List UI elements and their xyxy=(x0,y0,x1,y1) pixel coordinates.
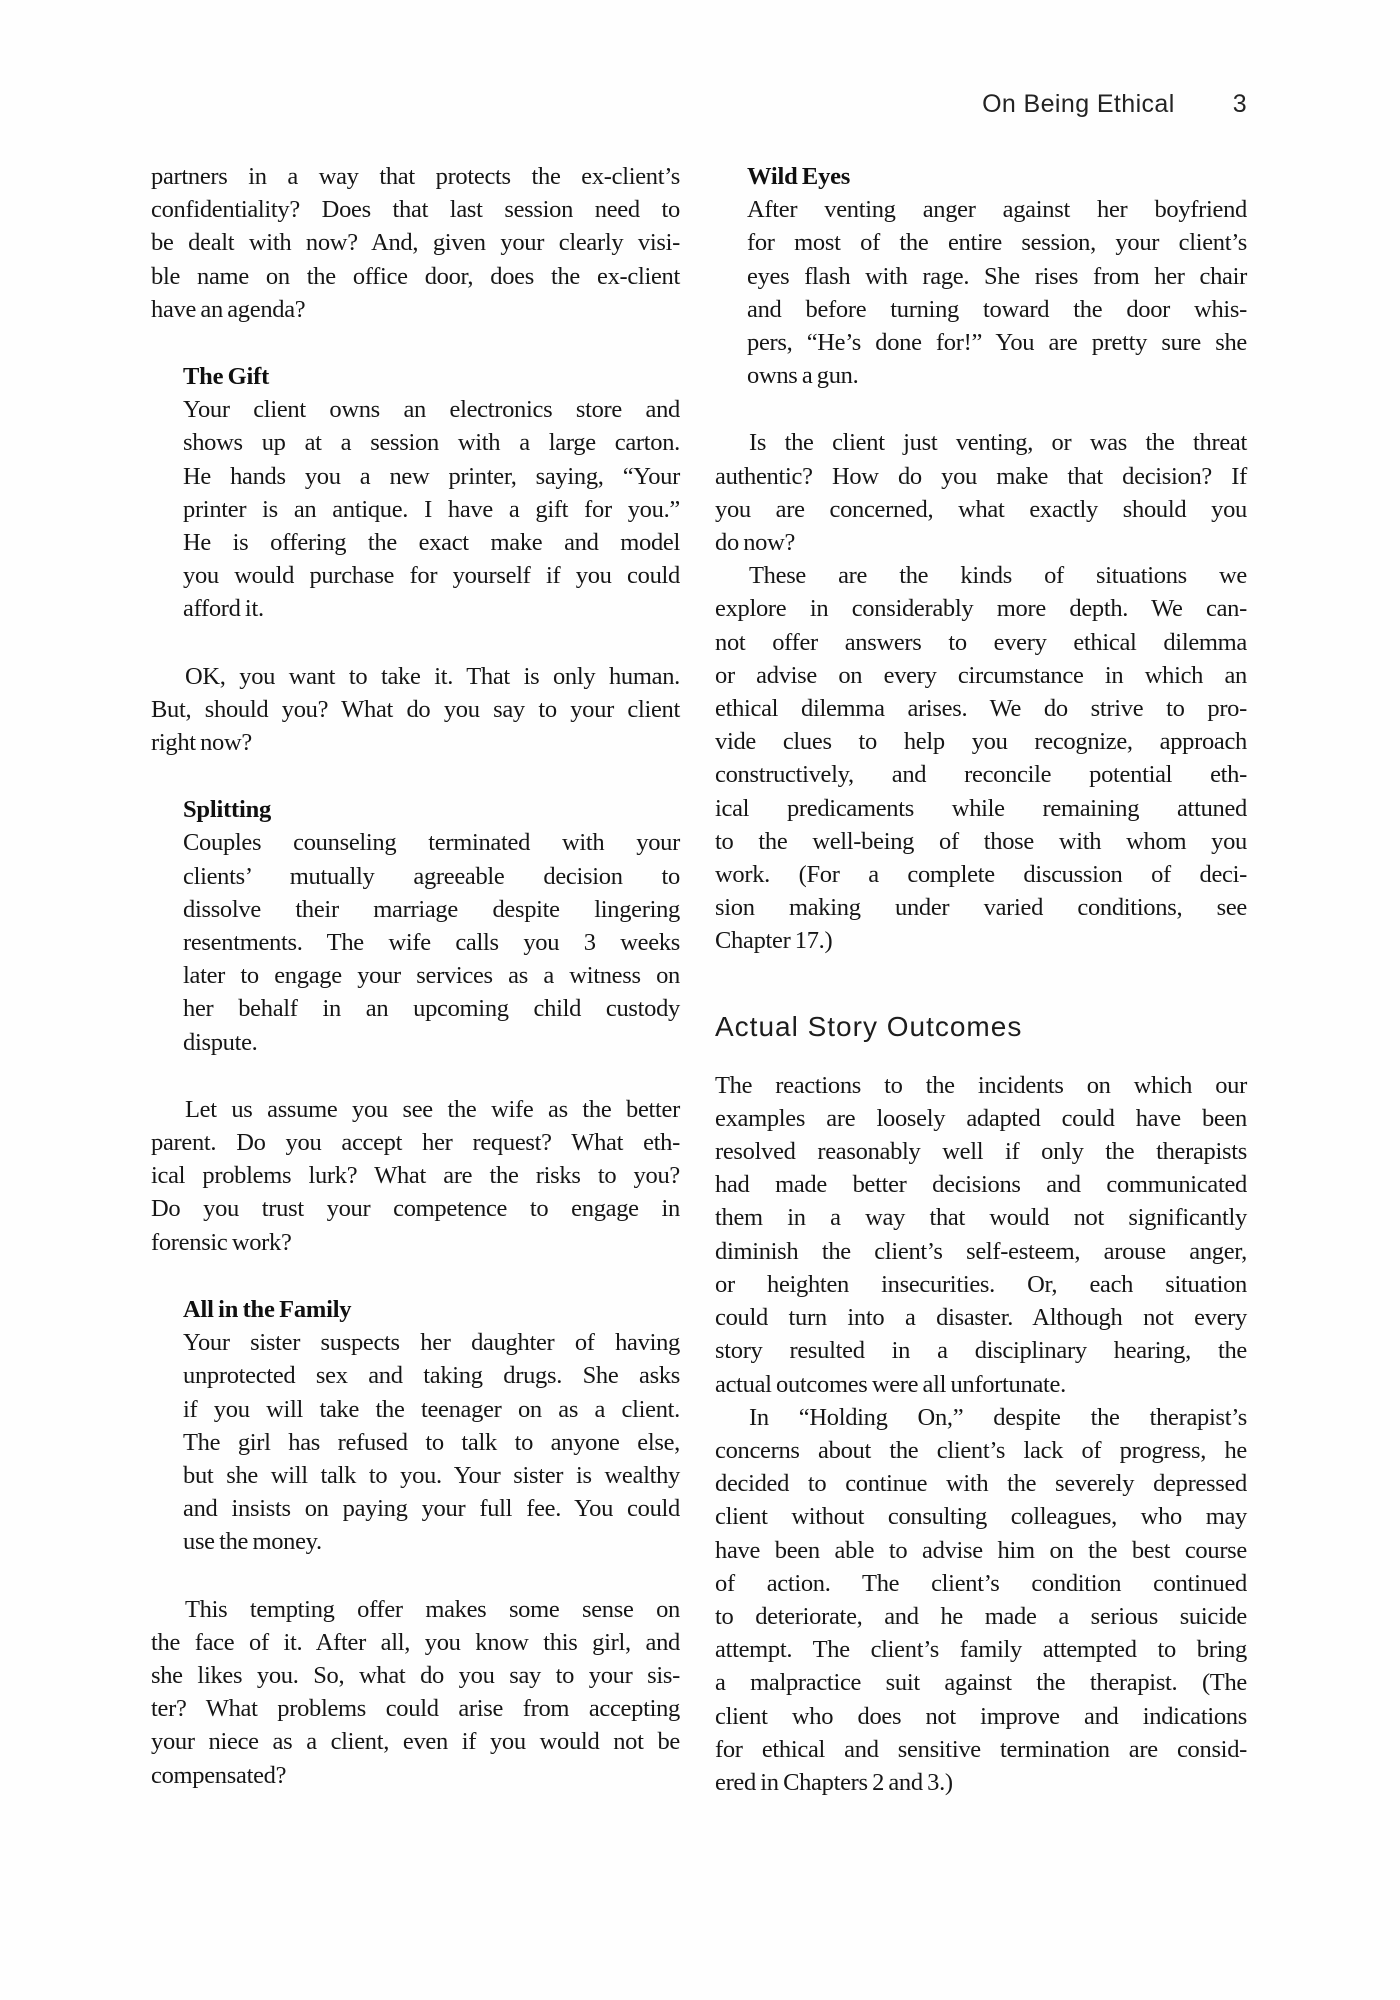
text-line: dissolve their marriage despite lingering xyxy=(183,895,680,923)
text-line: The girl has refused to talk to anyone else, xyxy=(183,1428,680,1456)
text-line: printer is an antique. I have a gift for you.” xyxy=(183,495,680,523)
section-heading: Actual Story Outcomes xyxy=(715,1010,1023,1042)
text-line: partners in a way that protects the ex-client’s xyxy=(151,163,680,190)
text-line: clients’ mutually agreeable decision to xyxy=(183,862,680,890)
paragraph xyxy=(715,1069,1247,1401)
text-line: resolved reasonably well if only the therapists xyxy=(715,1138,1247,1166)
text-line: ethical dilemma arises. We do strive to pro- xyxy=(715,695,1247,723)
running-head-title: On Being Ethical xyxy=(982,90,1175,118)
text-line: unprotected sex and taking drugs. She asks xyxy=(183,1362,680,1390)
text-line: But, should you? What do you say to your client xyxy=(151,695,680,723)
text-line: to deteriorate, and he made a serious suicide xyxy=(715,1602,1247,1630)
paragraph xyxy=(715,426,1247,559)
text-line: He is offering the exact make and model xyxy=(183,529,680,557)
text-line: dispute. xyxy=(183,1028,258,1056)
text-line: vide clues to help you recognize, approach xyxy=(715,728,1247,756)
text-line: OK, you want to take it. That is only human. xyxy=(185,662,680,690)
page-number: 3 xyxy=(1232,90,1247,118)
text-line: them in a way that would not significantly xyxy=(715,1204,1247,1232)
text-line: for ethical and sensitive termination are consid- xyxy=(715,1735,1247,1763)
paragraph xyxy=(151,660,680,760)
text-line: constructively, and reconcile potential eth- xyxy=(715,761,1247,789)
text-line: right now? xyxy=(151,729,252,757)
text-line: shows up at a session with a large carton. xyxy=(183,429,680,457)
text-line: Couples counseling terminated with your xyxy=(183,829,680,857)
text-line: you are concerned, what exactly should you xyxy=(715,495,1247,523)
text-line: compensated? xyxy=(151,1761,287,1789)
text-line: resentments. The wife calls you 3 weeks xyxy=(183,929,680,957)
text-line: ical predicaments while remaining attuned xyxy=(715,794,1247,822)
text-line: you would purchase for yourself if you could xyxy=(183,562,680,590)
text-line: later to engage your services as a witness on xyxy=(183,962,680,990)
text-line: attempt. The client’s family attempted to bring xyxy=(715,1636,1247,1664)
text-line: This tempting offer makes some sense on xyxy=(185,1595,680,1623)
text-line: ble name on the office door, does the ex-client xyxy=(151,262,680,290)
text-line: had made better decisions and communicated xyxy=(715,1171,1247,1199)
text-line: Your sister suspects her daughter of having xyxy=(183,1329,680,1357)
vignette xyxy=(183,793,680,1059)
vignette-heading: The Gift xyxy=(183,363,270,391)
text-line: actual outcomes were all unfortunate. xyxy=(715,1370,1066,1398)
text-line: could turn into a disaster. Although not every xyxy=(715,1304,1247,1332)
text-line: parent. Do you accept her request? What eth- xyxy=(151,1129,680,1157)
paragraph xyxy=(715,559,1247,957)
text-line: confidentiality? Does that last session need to xyxy=(151,196,680,224)
text-line: After venting anger against her boyfriend xyxy=(747,196,1247,224)
text-line: Do you trust your competence to engage in xyxy=(151,1195,680,1223)
vignette xyxy=(183,360,680,626)
text-line: but she will talk to you. Your sister is wealthy xyxy=(183,1461,680,1489)
text-line: have been able to advise him on the best course xyxy=(715,1536,1247,1564)
text-line: In “Holding On,” despite the therapist’s xyxy=(749,1403,1247,1431)
text-line: ical problems lurk? What are the risks to you? xyxy=(151,1162,680,1190)
text-line: and before turning toward the door whis- xyxy=(747,295,1247,323)
text-line: owns a gun. xyxy=(747,362,859,390)
vignette xyxy=(747,160,1247,392)
text-line: ter? What problems could arise from accepting xyxy=(151,1695,680,1723)
text-line: Is the client just venting, or was the threat xyxy=(749,429,1247,457)
vignette-heading: All in the Family xyxy=(183,1295,352,1323)
text-line: the face of it. After all, you know this girl, and xyxy=(151,1628,680,1656)
text-line: for most of the entire session, your client’s xyxy=(747,229,1247,257)
text-line: if you will take the teenager on as a client. xyxy=(183,1395,680,1423)
paragraph xyxy=(715,1401,1247,1799)
text-line: or heighten insecurities. Or, each situation xyxy=(715,1270,1247,1298)
text-line: Chapter 17.) xyxy=(715,927,833,955)
text-line: diminish the client’s self-esteem, arouse anger, xyxy=(715,1237,1247,1265)
paragraph xyxy=(151,160,680,326)
text-line: Let us assume you see the wife as the better xyxy=(185,1095,680,1123)
paragraph xyxy=(151,1093,680,1259)
text-line: sion making under varied conditions, see xyxy=(715,894,1247,922)
paragraph xyxy=(151,1593,680,1792)
text-line: do now? xyxy=(715,529,796,557)
text-line: story resulted in a disciplinary hearing, the xyxy=(715,1337,1247,1365)
text-line: have an agenda? xyxy=(151,295,306,323)
text-line: These are the kinds of situations we xyxy=(749,562,1247,590)
text-line: ered in Chapters 2 and 3.) xyxy=(715,1768,953,1796)
right-column xyxy=(715,160,1247,1799)
text-line: to the well-being of those with whom you xyxy=(715,827,1247,855)
text-line: examples are loosely adapted could have been xyxy=(715,1104,1247,1132)
text-line: be dealt with now? And, given your clearly visi- xyxy=(151,229,680,257)
text-line: your niece as a client, even if you would not be xyxy=(151,1728,680,1756)
text-line: forensic work? xyxy=(151,1228,292,1256)
text-line: concerns about the client’s lack of progress, he xyxy=(715,1436,1247,1464)
text-line: He hands you a new printer, saying, “Your xyxy=(183,462,680,490)
text-line: work. (For a complete discussion of deci- xyxy=(715,861,1247,889)
text-line: pers, “He’s done for!” You are pretty sure she xyxy=(747,329,1247,357)
text-line: eyes flash with rage. She rises from her chair xyxy=(747,262,1247,290)
text-line: she likes you. So, what do you say to your sis- xyxy=(151,1661,680,1689)
vignette xyxy=(183,1293,680,1559)
vignette-heading: Splitting xyxy=(183,796,272,824)
text-line: afford it. xyxy=(183,595,264,623)
text-line: her behalf in an upcoming child custody xyxy=(183,995,680,1023)
text-line: decided to continue with the severely depressed xyxy=(715,1470,1247,1498)
text-line: explore in considerably more depth. We can- xyxy=(715,595,1247,623)
text-line: and insists on paying your full fee. You could xyxy=(183,1495,680,1523)
text-line: Your client owns an electronics store and xyxy=(183,396,680,424)
text-line: client who does not improve and indications xyxy=(715,1702,1247,1730)
text-line: The reactions to the incidents on which our xyxy=(715,1071,1247,1099)
text-line: client without consulting colleagues, who may xyxy=(715,1503,1247,1531)
text-line: a malpractice suit against the therapist. (The xyxy=(715,1669,1247,1697)
vignette-heading: Wild Eyes xyxy=(747,163,851,190)
text-line: or advise on every circumstance in which an xyxy=(715,661,1247,689)
text-line: of action. The client’s condition continued xyxy=(715,1569,1247,1597)
left-column xyxy=(151,160,680,1792)
text-line: authentic? How do you make that decision? If xyxy=(715,462,1247,490)
text-line: not offer answers to every ethical dilemma xyxy=(715,628,1247,656)
running-head xyxy=(715,88,1247,121)
text-line: use the money. xyxy=(183,1528,322,1556)
